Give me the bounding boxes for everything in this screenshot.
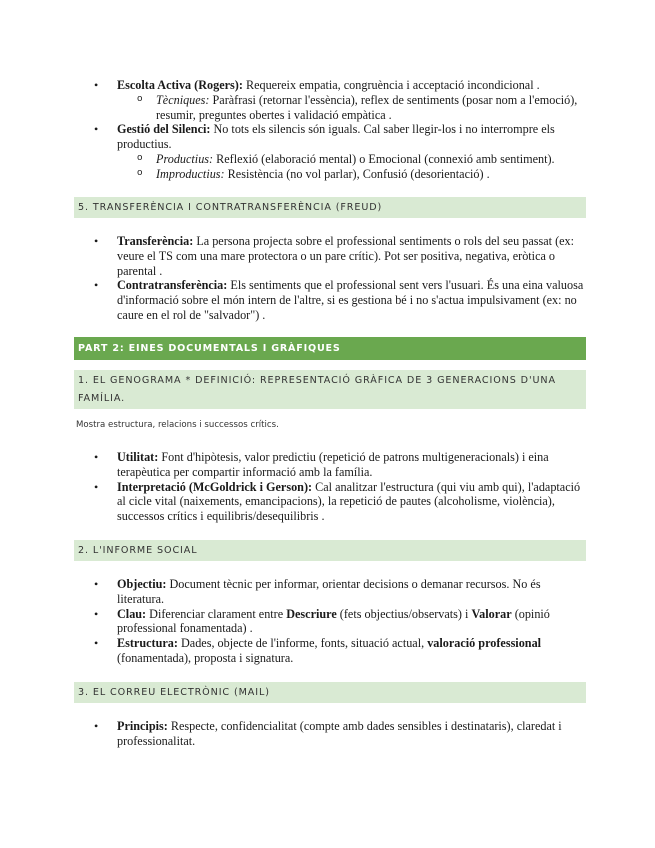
list-item-silence bbox=[74, 122, 586, 181]
bullet-list bbox=[74, 577, 586, 666]
sub-item-label: Improductius: bbox=[156, 166, 225, 181]
list-item-principles bbox=[74, 719, 586, 749]
item-title: Contratransferència: bbox=[117, 278, 228, 293]
item-title: Utilitat: bbox=[117, 450, 159, 464]
mail-section bbox=[74, 719, 586, 749]
item-title: Interpretació (McGoldrick i Gerson): bbox=[117, 479, 313, 494]
item-text: Document tècnic per informar, orientar decisions o demanar recursos. No és literatura. bbox=[117, 577, 541, 606]
list-item-active-listening bbox=[74, 78, 586, 122]
sub-item-text: Paràfrasi (retornar l'essència), reflex de sentiments (posar nom a l'emoció), resumir, preguntes obertes i validació empàtica . bbox=[156, 92, 578, 122]
item-emphasis: Valorar bbox=[471, 606, 512, 621]
genogram-note: Mostra estructura, relacions i successos crítics. bbox=[76, 420, 279, 430]
list-item-interpretation bbox=[74, 480, 586, 524]
section-heading-mail: 3. EL CORREU ELECTRÒNIC (MAIL) bbox=[74, 682, 586, 703]
list-item-structure bbox=[74, 636, 586, 666]
sub-item-unproductive bbox=[117, 167, 586, 182]
item-text: La persona projecta sobre el professional sentiments o rols del seu passat (ex: veure el TS com una mare protectora o un pare crític). Pot ser positiva, negativa, eròtica o parental . bbox=[117, 234, 575, 278]
item-title: Principis: bbox=[117, 719, 168, 733]
sub-list bbox=[117, 152, 586, 182]
item-emphasis: Descriure bbox=[286, 606, 337, 621]
report-section bbox=[74, 577, 586, 666]
part-heading: PART 2: EINES DOCUMENTALS I GRÀFIQUES bbox=[74, 337, 586, 360]
list-item-countertransference bbox=[74, 278, 586, 322]
listening-section bbox=[74, 78, 586, 182]
item-text: Dades, objecte de l'informe, fonts, situació actual, bbox=[177, 636, 428, 651]
sub-item-label: Tècniques: bbox=[156, 92, 210, 107]
sub-item-label: Productius: bbox=[156, 151, 214, 166]
item-title: Objectiu: bbox=[117, 577, 167, 591]
bullet-list bbox=[74, 719, 586, 749]
bullet-list bbox=[74, 450, 586, 524]
item-title: Clau: bbox=[117, 606, 147, 621]
bullet-list bbox=[74, 234, 586, 323]
item-text: (fets objectius/observats) i bbox=[336, 606, 472, 621]
sub-list bbox=[117, 93, 586, 123]
list-item-objective bbox=[74, 577, 586, 607]
item-text: Cal analitzar l'estructura (qui viu amb qui), l'adaptació al cicle vital (naixements, emancipacions), la repetició de pautes (alcoholisme, violència), successos crítics i equilibris/desequilibris . bbox=[117, 479, 581, 524]
list-item-key bbox=[74, 607, 586, 637]
item-title: Gestió del Silenci: bbox=[117, 122, 211, 137]
item-title: Estructura: bbox=[117, 636, 178, 651]
transference-section bbox=[74, 234, 586, 323]
item-text: No tots els silencis són iguals. Cal saber llegir-los i no interrompre els productius. bbox=[117, 122, 555, 152]
section-heading-report: 2. L'INFORME SOCIAL bbox=[74, 540, 586, 561]
list-item-utility bbox=[74, 450, 586, 480]
sub-item-productive bbox=[117, 152, 586, 167]
bullet-list bbox=[74, 78, 586, 182]
list-item-transference bbox=[74, 234, 586, 278]
section-heading-transference: 5. TRANSFERÈNCIA I CONTRATRANSFERÈNCIA (FREUD) bbox=[74, 197, 586, 218]
item-title: Transferència: bbox=[117, 234, 194, 248]
sub-item-text: Reflexió (elaboració mental) o Emocional (connexió amb sentiment). bbox=[213, 151, 555, 166]
sub-item-techniques bbox=[117, 93, 586, 123]
item-text: (fonamentada), proposta i signatura. bbox=[117, 650, 294, 665]
genogram-section bbox=[74, 450, 586, 524]
item-text: Font d'hipòtesis, valor predictiu (repetició de patrons multigeneracionals) i eina terapèutica per compartir informació amb la família. bbox=[117, 450, 549, 479]
item-text: Requereix empatia, congruència i acceptació incondicional . bbox=[242, 78, 540, 92]
item-text: Respecte, confidencialitat (compte amb dades sensibles i destinataris), claredat i professionalitat. bbox=[117, 719, 562, 748]
sub-item-text: Resistència (no vol parlar), Confusió (desorientació) . bbox=[224, 166, 490, 181]
section-heading-genogram: 1. EL GENOGRAMA * DEFINICIÓ: REPRESENTACIÓ GRÀFICA DE 3 GENERACIONS D'UNA FAMÍLIA. bbox=[74, 370, 586, 409]
item-title: Escolta Activa (Rogers): bbox=[117, 78, 243, 92]
item-text: Diferenciar clarament entre bbox=[146, 606, 287, 621]
item-text: (opinió professional fonamentada) . bbox=[117, 606, 550, 636]
item-emphasis: valoració professional bbox=[427, 636, 542, 651]
item-text: Els sentiments que el professional sent vers l'usuari. És una eina valuosa d'informació sobre el món intern de l'altre, si es gestiona bé i no s'actua impulsivament (ex: no caure en el rol de "salvador") . bbox=[117, 278, 584, 322]
